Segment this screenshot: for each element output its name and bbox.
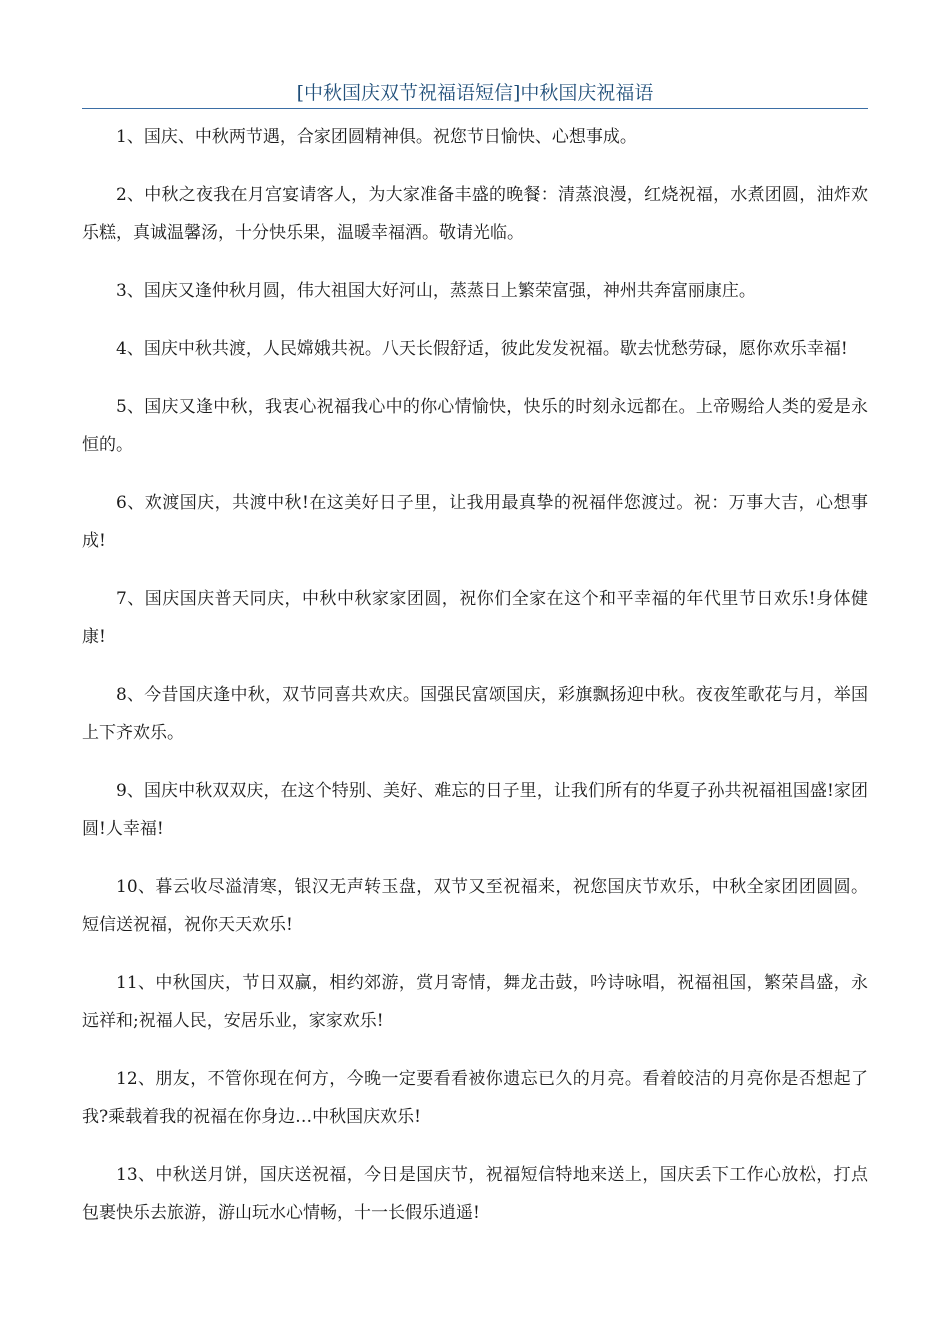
paragraph: 2、中秋之夜我在月宫宴请客人，为大家准备丰盛的晚餐：清蒸浪漫，红烧祝福，水煮团圆，油炸欢乐糕，真诚温馨汤，十分快乐果，温暖幸福酒。敬请光临。 xyxy=(82,185,868,243)
paragraph: 6、欢渡国庆，共渡中秋!在这美好日子里，让我用最真挚的祝福伴您渡过。祝：万事大吉，心想事成! xyxy=(82,493,868,551)
paragraph: 5、国庆又逢中秋，我衷心祝福我心中的你心情愉快，快乐的时刻永远都在。上帝赐给人类的爱是永恒的。 xyxy=(82,397,868,455)
paragraph: 8、今昔国庆逢中秋，双节同喜共欢庆。国强民富颂国庆，彩旗飘扬迎中秋。夜夜笙歌花与月，举国上下齐欢乐。 xyxy=(82,685,868,743)
paragraph: 10、暮云收尽溢清寒，银汉无声转玉盘，双节又至祝福来，祝您国庆节欢乐，中秋全家团团圆圆。短信送祝福，祝你天天欢乐! xyxy=(82,877,868,935)
document-body xyxy=(82,118,868,1252)
paragraph: 1、国庆、中秋两节遇，合家团圆精神俱。祝您节日愉快、心想事成。 xyxy=(116,127,637,147)
paragraph: 9、国庆中秋双双庆，在这个特别、美好、难忘的日子里，让我们所有的华夏子孙共祝福祖国盛!家团圆!人幸福! xyxy=(82,781,868,839)
paragraph: 7、国庆国庆普天同庆，中秋中秋家家团圆，祝你们全家在这个和平幸福的年代里节日欢乐!身体健康! xyxy=(82,589,868,647)
title-underline xyxy=(82,108,868,109)
paragraph: 13、中秋送月饼，国庆送祝福，今日是国庆节，祝福短信特地来送上，国庆丢下工作心放松，打点包裹快乐去旅游，游山玩水心情畅，十一长假乐逍遥! xyxy=(82,1165,868,1223)
document-title: [中秋国庆双节祝福语短信]中秋国庆祝福语 xyxy=(296,82,654,104)
paragraph: 4、国庆中秋共渡，人民嫦娥共祝。八天长假舒适，彼此发发祝福。歇去忧愁劳碌，愿你欢乐幸福! xyxy=(116,339,848,359)
paragraph: 12、朋友，不管你现在何方，今晚一定要看看被你遗忘已久的月亮。看着皎洁的月亮你是否想起了我?乘载着我的祝福在你身边…中秋国庆欢乐! xyxy=(82,1069,868,1127)
paragraph: 11、中秋国庆，节日双赢，相约郊游，赏月寄情，舞龙击鼓，吟诗咏唱，祝福祖国，繁荣昌盛，永远祥和;祝福人民，安居乐业，家家欢乐! xyxy=(82,973,868,1031)
paragraph: 3、国庆又逢仲秋月圆，伟大祖国大好河山，蒸蒸日上繁荣富强，神州共奔富丽康庄。 xyxy=(116,281,756,301)
